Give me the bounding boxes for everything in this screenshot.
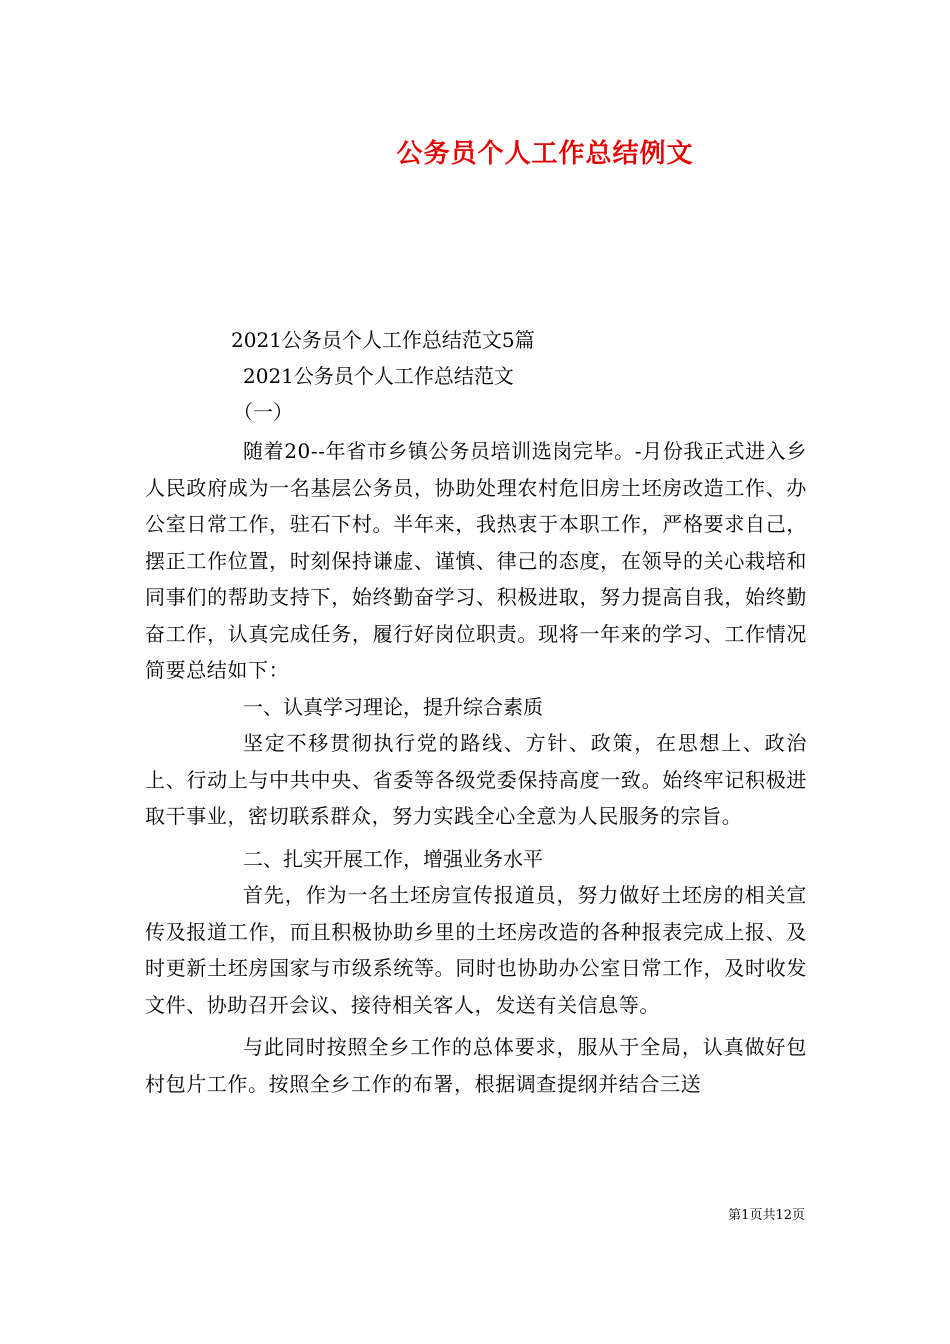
section-heading-1: 一、认真学习理论，提升综合素质 — [243, 694, 543, 719]
subtitle-collection: 2021公务员个人工作总结范文5篇 — [231, 328, 535, 352]
section-heading-2: 二、扎实开展工作，增强业务水平 — [243, 846, 543, 871]
page-number: 第1页共12页 — [728, 1208, 805, 1223]
part-marker: （一） — [233, 400, 293, 424]
paragraph-village: 与此同时按照全乡工作的总体要求，服从于全局，认真做好包村包片工作。按照全乡工作的布署，根据调查提纲并结合三送 — [145, 1035, 807, 1096]
document-body — [145, 323, 807, 1102]
paragraph-work: 首先，作为一名土坯房宣传报道员，努力做好土坯房的相关宣传及报道工作，而且积极协助乡里的土坯房改造的各种报表完成上报、及时更新土坯房国家与市级系统等。同时也协助办公室日常工作，及时收发文件、协助召开会议、接待相关客人，发送有关信息等。 — [145, 883, 807, 1017]
subtitle-article: 2021公务员个人工作总结范文 — [243, 364, 514, 388]
paragraph-intro: 随着20--年省市乡镇公务员培训选岗完毕。-月份我正式进入乡人民政府成为一名基层公务员，协助处理农村危旧房土坯房改造工作、办公室日常工作，驻石下村。半年来，我热衷于本职工作，严格要求自己，摆正工作位置，时刻保持谦虚、谨慎、律己的态度，在领导的关心栽培和同事们的帮助支持下，始终勤奋学习、积极进取，努力提高自我，始终勤奋工作，认真完成任务，履行好岗位职责。现将一年来的学习、工作情况简要总结如下： — [145, 439, 807, 682]
paragraph-theory: 坚定不移贯彻执行党的路线、方针、政策，在思想上、政治上、行动上与中共中央、省委等各级党委保持高度一致。始终牢记积极进取干事业，密切联系群众，努力实践全心全意为人民服务的宗旨。 — [145, 731, 807, 828]
document-title: 公务员个人工作总结例文 — [396, 139, 694, 169]
